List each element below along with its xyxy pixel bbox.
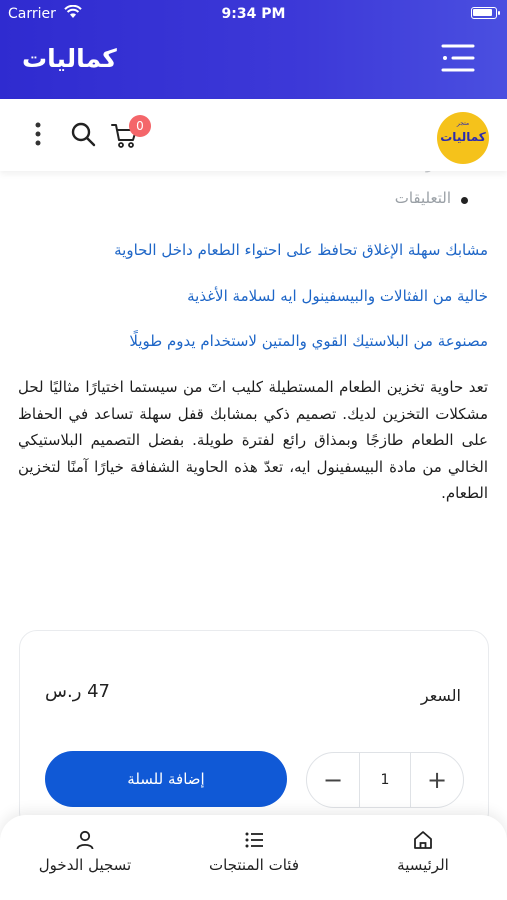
logo-text: كماليات — [440, 130, 486, 144]
increase-quantity-button[interactable]: + — [426, 766, 448, 794]
user-icon — [74, 829, 96, 851]
logo-small-text: متجر — [456, 120, 470, 127]
feature-item: خالية من الفثالات والبيسفينول ايه لسلامة الأغذية — [187, 287, 488, 305]
carrier-label: Carrier — [8, 6, 56, 22]
feature-item: مصنوعة من البلاستيك القوي والمتين لاستخدام يدوم طويلًا — [129, 332, 488, 350]
section-comments[interactable]: التعليقات — [287, 189, 487, 223]
cart-count-badge: 0 — [129, 115, 151, 137]
add-to-cart-button[interactable]: إضافة للسلة — [45, 751, 287, 807]
tab-login-label: تسجيل الدخول — [38, 856, 132, 874]
status-time: 9:34 PM — [221, 6, 286, 22]
app-header — [0, 0, 507, 99]
quantity-value: 1 — [359, 753, 411, 807]
store-logo[interactable] — [437, 112, 489, 164]
tab-categories-label: فئات المنتجات — [209, 856, 299, 874]
product-description: تعد حاوية تخزين الطعام المستطيلة كليب اتٓ من سيستما اختيارًا مثاليًا لحل مشكلات التخزين لديك. تصميم ذكي بمشابك قفل سهلة تساعد في الحفاظ على الطعام طازجًا وبمذاق رائع لفترة طويلة. بفضل التصميم البلاستيكي الخالي من مادة البيسفينول ايه، تعدّ هذه الحاوية الشفافة خيارًا آمنًا لتخزين الطعام. — [18, 378, 488, 502]
status-bar — [0, 6, 507, 24]
menu-icon[interactable] — [441, 42, 475, 74]
price-value: 47 ر.س — [45, 681, 111, 702]
search-icon[interactable] — [70, 121, 96, 147]
app-title: كماليات — [22, 44, 117, 73]
more-options-icon[interactable] — [33, 121, 43, 149]
purchase-card — [19, 630, 489, 830]
quantity-stepper — [306, 752, 464, 808]
toolbar — [0, 99, 507, 171]
battery-icon — [471, 7, 497, 19]
tab-home[interactable] — [343, 829, 503, 889]
decrease-quantity-button[interactable]: − — [322, 766, 344, 794]
tab-categories[interactable] — [174, 829, 334, 889]
bottom-tab-bar — [0, 815, 507, 900]
tab-login[interactable] — [5, 829, 165, 889]
home-icon — [412, 829, 434, 851]
price-label: السعر — [420, 686, 461, 705]
list-icon — [243, 829, 265, 851]
tab-home-label: الرئيسية — [397, 856, 449, 874]
feature-item: مشابك سهلة الإغلاق تحافظ على احتواء الطعام داخل الحاوية — [114, 241, 488, 259]
